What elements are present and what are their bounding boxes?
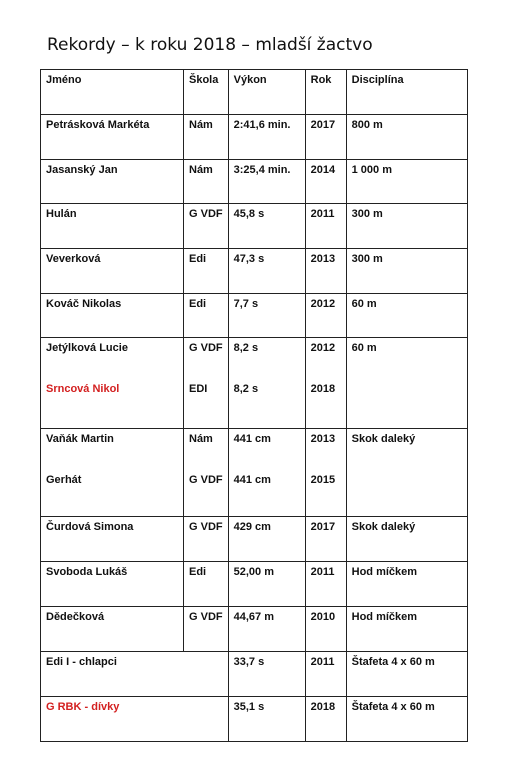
cell-year: 2017 bbox=[305, 115, 346, 160]
cell-performance bbox=[228, 338, 305, 429]
cell-performance: 3:25,4 min. bbox=[228, 160, 305, 204]
cell-discipline: Hod míčkem bbox=[346, 562, 467, 607]
cell-school bbox=[184, 429, 229, 517]
table-row bbox=[41, 607, 468, 652]
cell-performance: 44,67 m bbox=[228, 607, 305, 652]
performance-entry: 8,2 s bbox=[233, 342, 259, 354]
cell-year: 2014 bbox=[305, 160, 346, 204]
cell-discipline: 60 m bbox=[346, 294, 467, 338]
header-school: Škola bbox=[184, 70, 229, 115]
cell-year: 2010 bbox=[305, 607, 346, 652]
cell-year: 2011 bbox=[305, 204, 346, 249]
school-entry: EDI bbox=[189, 383, 208, 395]
name-entry: Vaňák Martin bbox=[46, 433, 114, 445]
cell-discipline: Štafeta 4 x 60 m bbox=[346, 697, 467, 742]
cell-performance: 2:41,6 min. bbox=[228, 115, 305, 160]
year-entry: 2015 bbox=[310, 474, 336, 486]
cell-name bbox=[41, 338, 184, 429]
cell-school: Edi bbox=[184, 249, 229, 294]
cell-name: Petrásková Markéta bbox=[41, 115, 184, 160]
cell-school bbox=[184, 338, 229, 429]
cell-discipline: Hod míčkem bbox=[346, 607, 467, 652]
cell-school: G VDF bbox=[184, 204, 229, 249]
table-row bbox=[41, 294, 468, 338]
cell-name: Čurdová Simona bbox=[41, 517, 184, 562]
table-row bbox=[41, 249, 468, 294]
cell-discipline: 800 m bbox=[346, 115, 467, 160]
cell-discipline: Skok daleký bbox=[346, 429, 467, 517]
records-table bbox=[40, 69, 468, 742]
page-title: Rekordy – k roku 2018 – mladší žactvo bbox=[47, 35, 373, 55]
cell-performance: 47,3 s bbox=[228, 249, 305, 294]
cell-year: 2012 bbox=[305, 294, 346, 338]
cell-name: Veverková bbox=[41, 249, 184, 294]
cell-performance bbox=[228, 429, 305, 517]
cell-name: Dědečková bbox=[41, 607, 184, 652]
header-performance: Výkon bbox=[228, 70, 305, 115]
cell-school: Nám bbox=[184, 160, 229, 204]
table-row bbox=[41, 652, 468, 697]
cell-performance: 7,7 s bbox=[228, 294, 305, 338]
cell-year: 2018 bbox=[305, 697, 346, 742]
table-row bbox=[41, 562, 468, 607]
table-row bbox=[41, 160, 468, 204]
school-entry: G VDF bbox=[189, 342, 223, 354]
name-entry: Gerhát bbox=[46, 474, 82, 486]
cell-performance: 33,7 s bbox=[228, 652, 305, 697]
cell-discipline: 300 m bbox=[346, 204, 467, 249]
cell-team: Edi I - chlapci bbox=[41, 652, 229, 697]
cell-year bbox=[305, 338, 346, 429]
cell-school: G VDF bbox=[184, 517, 229, 562]
cell-performance: 35,1 s bbox=[228, 697, 305, 742]
performance-entry: 441 cm bbox=[233, 474, 271, 486]
school-entry: G VDF bbox=[189, 474, 223, 486]
cell-year: 2011 bbox=[305, 652, 346, 697]
cell-name bbox=[41, 429, 184, 517]
cell-performance: 429 cm bbox=[228, 517, 305, 562]
year-entry: 2018 bbox=[310, 383, 336, 395]
year-entry: 2013 bbox=[310, 433, 336, 445]
table-row bbox=[41, 115, 468, 160]
table-row bbox=[41, 429, 468, 517]
cell-performance: 45,8 s bbox=[228, 204, 305, 249]
cell-name: Jasanský Jan bbox=[41, 160, 184, 204]
cell-year bbox=[305, 429, 346, 517]
cell-school: G VDF bbox=[184, 607, 229, 652]
table-header-row bbox=[41, 70, 468, 115]
cell-discipline: 1 000 m bbox=[346, 160, 467, 204]
cell-name: Kováč Nikolas bbox=[41, 294, 184, 338]
performance-entry: 441 cm bbox=[233, 433, 271, 445]
table-row bbox=[41, 517, 468, 562]
cell-year: 2011 bbox=[305, 562, 346, 607]
name-entry-red: Srncová Nikol bbox=[46, 383, 120, 395]
cell-year: 2017 bbox=[305, 517, 346, 562]
cell-name: Svoboda Lukáš bbox=[41, 562, 184, 607]
cell-performance: 52,00 m bbox=[228, 562, 305, 607]
table-row bbox=[41, 338, 468, 429]
cell-school: Edi bbox=[184, 294, 229, 338]
school-entry: Nám bbox=[189, 433, 213, 445]
header-discipline: Disciplína bbox=[346, 70, 467, 115]
table-row bbox=[41, 204, 468, 249]
cell-discipline: Skok daleký bbox=[346, 517, 467, 562]
header-year: Rok bbox=[305, 70, 346, 115]
performance-entry: 8,2 s bbox=[233, 383, 259, 395]
cell-year: 2013 bbox=[305, 249, 346, 294]
cell-discipline: Štafeta 4 x 60 m bbox=[346, 652, 467, 697]
cell-discipline: 60 m bbox=[346, 338, 467, 429]
cell-school: Nám bbox=[184, 115, 229, 160]
year-entry: 2012 bbox=[310, 342, 336, 354]
table-row bbox=[41, 697, 468, 742]
header-name: Jméno bbox=[41, 70, 184, 115]
cell-name: Hulán bbox=[41, 204, 184, 249]
name-entry: Jetýlková Lucie bbox=[46, 342, 128, 354]
cell-school: Edi bbox=[184, 562, 229, 607]
cell-discipline: 300 m bbox=[346, 249, 467, 294]
cell-team-red: G RBK - dívky bbox=[41, 697, 229, 742]
